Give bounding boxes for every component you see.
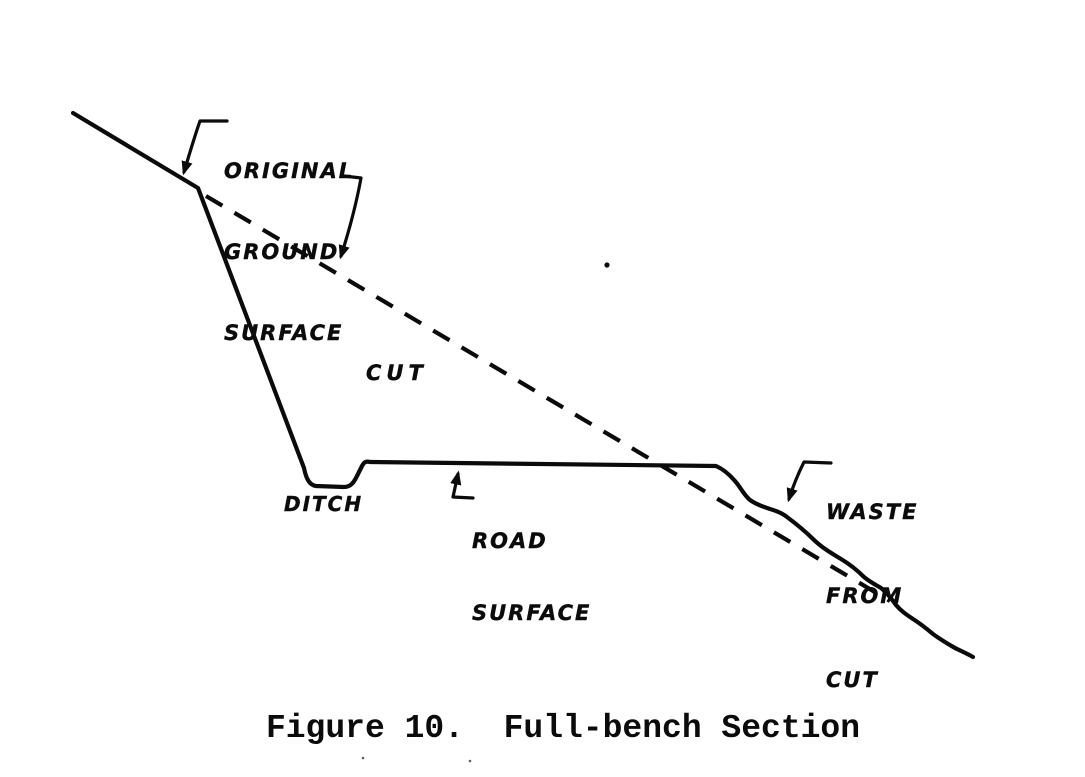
scan-speck bbox=[604, 262, 609, 267]
leader-original-ground-to-slope bbox=[184, 121, 227, 172]
leader-waste-from-cut bbox=[789, 462, 831, 499]
label-line: GROUND bbox=[224, 240, 340, 264]
leader-road-surface bbox=[453, 474, 473, 498]
label-ditch: DITCH bbox=[284, 492, 364, 516]
scan-speck bbox=[469, 760, 472, 763]
label-cut: CUT bbox=[366, 361, 428, 385]
label-line: SURFACE bbox=[224, 321, 344, 345]
label-line: CUT bbox=[826, 668, 879, 692]
label-road-surface bbox=[472, 481, 591, 673]
label-line: FROM bbox=[826, 584, 904, 608]
label-line: ORIGINAL bbox=[224, 159, 355, 183]
figure-caption: Figure 10. Full-bench Section bbox=[265, 710, 861, 747]
label-line: ROAD bbox=[472, 529, 548, 553]
label-line: WASTE bbox=[826, 500, 919, 524]
label-waste-from-cut bbox=[826, 442, 918, 750]
label-line: SURFACE bbox=[472, 601, 592, 625]
label-original-ground-surface bbox=[224, 104, 354, 401]
scan-speck bbox=[362, 757, 365, 760]
